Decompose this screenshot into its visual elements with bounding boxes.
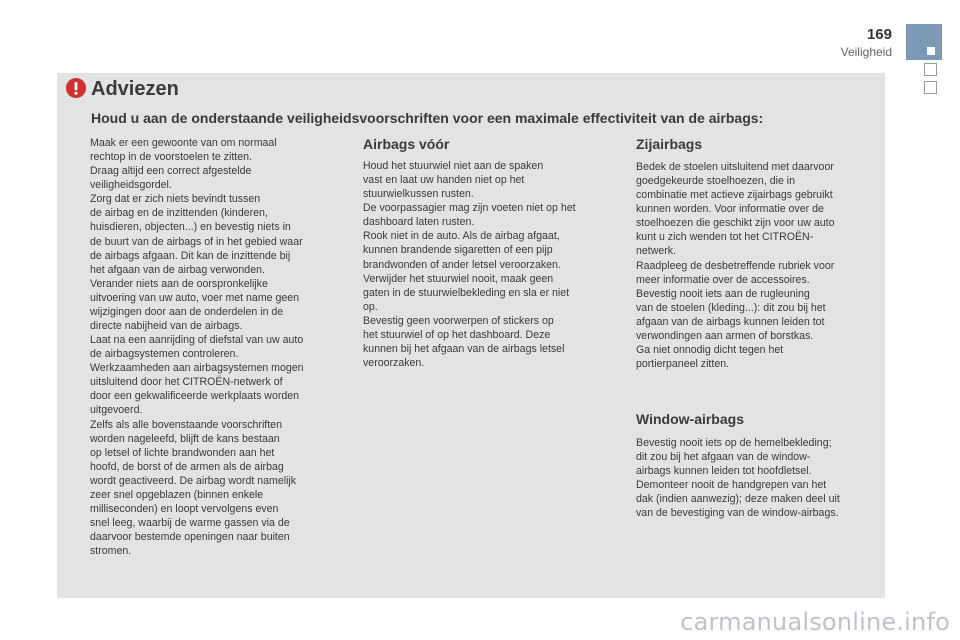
side-airbags-heading: Zijairbags — [636, 136, 703, 152]
tab-dot — [927, 47, 935, 55]
section-tab-marker — [906, 24, 942, 60]
advice-panel — [57, 73, 885, 598]
front-airbags-column — [363, 159, 613, 370]
window-airbags-heading: Window-airbags — [636, 411, 744, 427]
watermark: carmanualsonline.info — [680, 608, 950, 636]
general-advice-text: Maak er een gewoonte van om normaal rechtop in de voorstoelen te zitten. Draag altijd een correct afgestelde veiligheidsgordel. Zorg dat er zich niets bevindt tussen de airbag en de inzittenden (kinderen, huisdieren, objecten...) en bevestig niets in de buurt van de airbags of in het gebied waar de airbags afgaan. Dit kan de inzittende bij het afgaan van de airbag verwonden. Verander niets aan de oorspronkelijke uitvoering van uw auto, voer met name geen wijzigingen door aan de onderdelen in de directe nabijheid van de airbags. Laat na een aanrijding of diefstal van uw auto de airbagsystemen controleren. Werkzaamheden aan airbagsystemen mogen uitsluitend door het CITROËN-netwerk of door een gekwalificeerde werkplaats worden uitgevoerd. Zelfs als alle bovenstaande voorschriften worden nageleefd, blijft de kans bestaan op letsel of lichte brandwonden aan het hoofd, de borst of de armen als de airbag wordt geactiveerd. De airbag wordt namelijk zeer snel opgeblazen (binnen enkele milliseconden) en loopt vervolgens even snel leeg, waarbij de warme gassen via de daarvoor bestemde openingen naar buiten stromen. — [90, 137, 304, 558]
front-airbags-heading: Airbags vóór — [363, 136, 450, 152]
page-number: 169 — [866, 26, 892, 43]
window-airbags-text: Bevestig nooit iets op de hemelbekleding; dit zou bij het afgaan van de window- airbags kunnen leiden tot hoofdletsel. Demonteer nooit de handgrepen van het dak (indien aanwezig); deze maken deel uit van de bevestiging van de window-airbags. — [636, 437, 840, 520]
panel-title: Adviezen — [91, 78, 179, 100]
side-airbags-text: Bedek de stoelen uitsluitend met daarvoor goedgekeurde stoelhoezen, die in combinatie met actieve zijairbags gebruikt kunnen worden. Voor informatie over de stoelhoezen die geschikt zijn voor uw auto kunt u zich wenden tot het CITROËN- netwerk. Raadpleeg de desbetreffende rubriek voor meer informatie over de accessoires. Bevestig nooit iets aan de rugleuning van de stoelen (kleding...): dit zou bij het afgaan van de airbags kunnen leiden tot verwondingen aan armen of borstkas. Ga niet onnodig dicht tegen het portierpaneel zitten. — [636, 161, 835, 371]
nav-box-2 — [924, 81, 937, 94]
side-airbags-column — [636, 160, 876, 371]
panel-subtitle: Houd u aan de onderstaande veiligheidsvoorschriften voor een maximale effectiviteit van de airbags: — [91, 110, 764, 126]
window-airbags-column — [636, 436, 881, 520]
section-label: Veiligheid — [840, 45, 892, 59]
nav-box-1 — [924, 63, 937, 76]
front-airbags-text: Houd het stuurwiel niet aan de spaken vast en laat uw handen niet op het stuurwielkussen rusten. De voorpassagier mag zijn voeten niet op het dashboard laten rusten. Rook niet in de auto. Als de airbag afgaat, kunnen brandende sigaretten of een pijp brandwonden of ander letsel veroorzaken. Verwijder het stuurwiel nooit, maak geen gaten in de stuurwielbekleding en sla er niet op. Bevestig geen voorwerpen of stickers op het stuurwiel of op het dashboard. Deze kunnen bij het afgaan van de airbags letsel veroorzaken. — [363, 160, 576, 370]
warning-icon — [66, 78, 86, 98]
general-advice-column — [90, 136, 346, 558]
